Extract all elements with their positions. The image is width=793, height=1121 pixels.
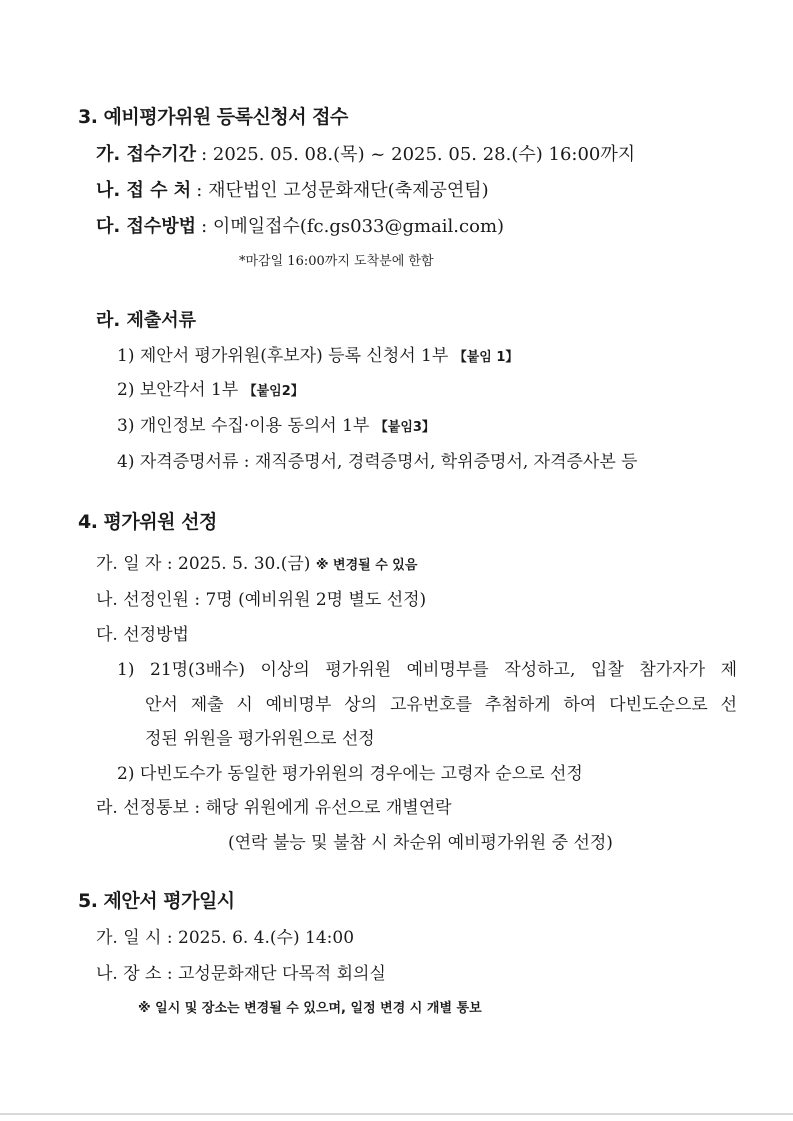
doc-attachment-tag: 【붙임3】	[374, 420, 435, 435]
page-bottom-rule	[0, 1113, 793, 1115]
section-5-heading: 5. 제안서 평가일시	[78, 890, 235, 912]
doc-attachment-tag: 【붙임2】	[243, 384, 304, 399]
s3-reception-period	[96, 146, 635, 164]
doc-item-2	[117, 382, 304, 399]
s4-notification-note: (연락 불능 및 불참 시 차순위 예비평가위원 중 선정)	[228, 833, 613, 853]
s4-headcount: 나. 선정인원 : 7명 (예비위원 2명 별도 선정)	[96, 590, 427, 610]
doc-item-1	[117, 348, 518, 365]
s4-date-note: ※ 변경될 수 있음	[315, 558, 418, 573]
s4-notification: 라. 선정통보 : 해당 위원에게 유선으로 개별연락	[96, 798, 452, 818]
s4-method-heading: 다. 선정방법	[96, 625, 189, 645]
s3-ga-label: 가. 접수기간	[96, 144, 197, 165]
section-3-heading: 3. 예비평가위원 등록신청서 접수	[78, 106, 348, 128]
s5-location: 나. 장 소 : 고성문화재단 다목적 회의실	[96, 964, 386, 984]
doc-item-text: 3) 개인정보 수집·이용 동의서 1부	[117, 416, 370, 436]
s4-date-row	[96, 556, 417, 573]
s4-method-1-line-2: 안서 제출 시 예비명부 상의 고유번호를 추첨하게 하여 다빈도순으로 선	[145, 695, 737, 715]
s5-datetime: 가. 일 시 : 2025. 6. 4.(수) 14:00	[96, 928, 355, 948]
s3-documents-heading: 라. 제출서류	[96, 310, 197, 331]
s5-change-note: ※ 일시 및 장소는 변경될 수 있으며, 일정 변경 시 개별 통보	[138, 1001, 482, 1016]
s3-na-label: 나. 접 수 처	[96, 180, 192, 201]
s3-ga-value: : 2025. 05. 08.(목) ~ 2025. 05. 28.(수) 16:00까지	[201, 144, 636, 165]
doc-attachment-tag: 【붙임 1】	[453, 350, 519, 365]
s3-reception-method	[96, 218, 504, 236]
s3-da-value: : 이메일접수(fc.gs033@gmail.com)	[201, 216, 505, 237]
s3-deadline-note: *마감일 16:00까지 도착분에 한함	[239, 254, 434, 269]
doc-item-text: 2) 보안각서 1부	[117, 380, 239, 400]
s4-method-2: 2) 다빈도수가 동일한 평가위원의 경우에는 고령자 순으로 선정	[117, 764, 583, 784]
s4-method-1-line-1: 1) 21명(3배수) 이상의 평가위원 예비명부를 작성하고, 입찰 참가자가 제	[117, 660, 737, 680]
doc-item-text: 1) 제안서 평가위원(후보자) 등록 신청서 1부	[117, 346, 449, 366]
s3-reception-office	[96, 182, 489, 200]
doc-item-3	[117, 418, 435, 435]
s4-date: 가. 일 자 : 2025. 5. 30.(금)	[96, 554, 311, 574]
s3-na-value: : 재단법인 고성문화재단(축제공연팀)	[196, 180, 489, 201]
doc-item-4: 4) 자격증명서류 : 재직증명서, 경력증명서, 학위증명서, 자격증사본 등	[117, 452, 638, 472]
s4-method-1-line-3: 정된 위원을 평가위원으로 선정	[145, 729, 375, 749]
s3-da-label: 다. 접수방법	[96, 216, 197, 237]
section-4-heading: 4. 평가위원 선정	[78, 511, 217, 533]
